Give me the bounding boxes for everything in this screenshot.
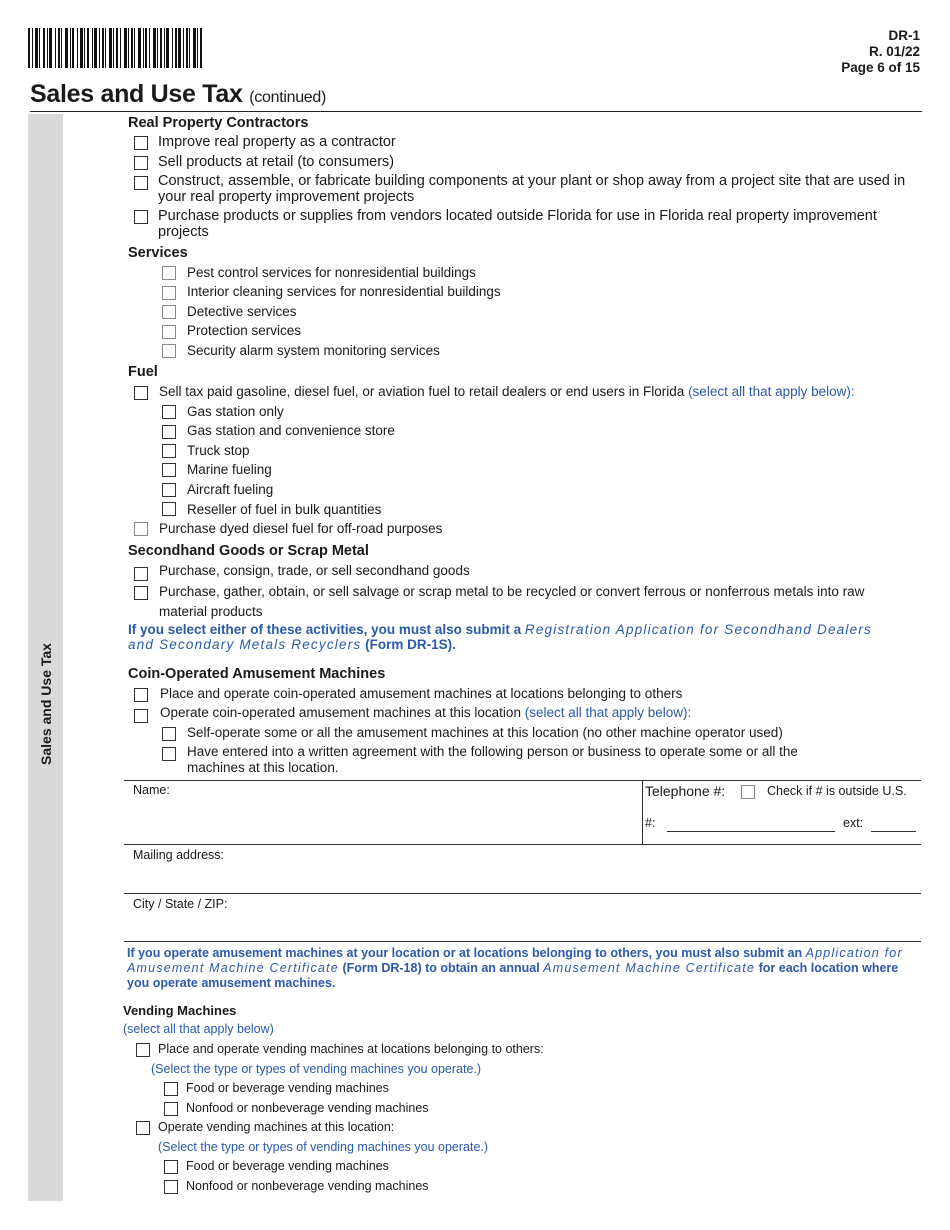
section-heading-secondhand: Secondhand Goods or Scrap Metal — [128, 543, 369, 559]
note-form-title: Registration Application for Secondhand Dealers and Secondary Metals Recyclers — [128, 622, 872, 652]
checkbox-vending-g1-food[interactable] — [164, 1082, 178, 1096]
city-state-zip-field[interactable] — [130, 914, 915, 939]
checkbox-fuel-sub-1[interactable] — [162, 405, 176, 419]
form-revision: R. 01/22 — [868, 44, 920, 59]
option-label: Construct, assemble, or fabricate building components at your plant or shop away from a project site that are used in your real property improvement projects — [158, 173, 906, 205]
section-heading-coin-op: Coin-Operated Amusement Machines — [128, 666, 386, 682]
checkbox-fuel-main[interactable] — [134, 386, 148, 400]
section-heading-real-property: Real Property Contractors — [128, 115, 309, 131]
note-text: for each location where you operate amusement machines. — [127, 961, 899, 990]
option-label: Protection services — [187, 323, 302, 338]
option-label: Gas station only — [187, 404, 284, 419]
checkbox-vending-g2-nonfood[interactable] — [164, 1180, 178, 1194]
checkbox-vending-g1-nonfood[interactable] — [164, 1102, 178, 1116]
field-divider — [124, 893, 921, 894]
section-heading-fuel: Fuel — [128, 364, 158, 380]
phone-number-field[interactable] — [667, 831, 835, 832]
title-rule — [30, 111, 922, 112]
checkbox-coin-op-sub-1[interactable] — [162, 727, 176, 741]
fuel-main-label: Sell tax paid gasoline, diesel fuel, or aviation fuel to retail dealers or end users in Florida — [159, 384, 685, 399]
checkbox-fuel-sub-6[interactable] — [162, 502, 176, 516]
checkbox-coin-op-sub-2[interactable] — [162, 747, 176, 761]
checkbox-services-1[interactable] — [162, 266, 176, 280]
note-form-title: Application for Amusement Machine Certificate — [127, 946, 903, 975]
phone-ext-field[interactable] — [871, 831, 916, 832]
checkbox-secondhand-2[interactable] — [134, 586, 148, 600]
option-label: Nonfood or nonbeverage vending machines — [186, 1101, 429, 1115]
option-label: Pest control services for nonresidential buildings — [187, 265, 476, 280]
checkbox-coin-op-1[interactable] — [134, 688, 148, 702]
amusement-note — [127, 946, 912, 991]
sidebar — [28, 114, 63, 1201]
option-label — [160, 705, 691, 721]
option-label: Food or beverage vending machines — [186, 1081, 389, 1095]
coin-op-2-label: Operate coin-operated amusement machines at this location — [160, 705, 521, 720]
checkbox-services-2[interactable] — [162, 286, 176, 300]
checkbox-vending-group-1[interactable] — [136, 1043, 150, 1057]
option-label: Purchase, consign, trade, or sell secondhand goods — [159, 563, 470, 578]
phone-hash-label: #: — [645, 816, 656, 830]
section-heading-vending: Vending Machines — [123, 1003, 237, 1018]
note-form-code: (Form DR-1S). — [365, 637, 456, 652]
note-text: (Form DR-18) to obtain an annual — [342, 961, 540, 975]
form-id-block — [841, 28, 920, 76]
fuel-main-note: (select all that apply below): — [688, 384, 855, 399]
checkbox-vending-group-2[interactable] — [136, 1121, 150, 1135]
name-field[interactable] — [130, 800, 635, 840]
sidebar-label: Sales and Use Tax — [37, 643, 54, 765]
field-divider — [124, 780, 921, 781]
option-label: Have entered into a written agreement with the following person or business to operate some or all the machines at this location. — [187, 744, 798, 775]
checkbox-services-4[interactable] — [162, 325, 176, 339]
field-divider — [642, 780, 643, 845]
option-label: Purchase, gather, obtain, or sell salvage or scrap metal to be recycled or convert ferrous or nonferrous metals into raw material products — [159, 584, 865, 619]
outside-us-label: Check if # is outside U.S. — [767, 784, 907, 798]
option-label: Purchase products or supplies from vendors located outside Florida for use in Florida real property improvement projects — [158, 208, 877, 240]
note-text: If you select either of these activities, you must also submit a — [128, 622, 522, 637]
checkbox-fuel-sub-2[interactable] — [162, 425, 176, 439]
checkbox-vending-g2-food[interactable] — [164, 1160, 178, 1174]
checkbox-real-property-1[interactable] — [134, 136, 148, 150]
option-label: Marine fueling — [187, 462, 272, 477]
checkbox-real-property-4[interactable] — [134, 210, 148, 224]
checkbox-services-5[interactable] — [162, 344, 176, 358]
checkbox-real-property-2[interactable] — [134, 156, 148, 170]
checkbox-fuel-sub-5[interactable] — [162, 483, 176, 497]
title-suffix: (continued) — [249, 89, 327, 106]
name-label: Name: — [133, 783, 170, 797]
checkbox-services-3[interactable] — [162, 305, 176, 319]
page-number: Page 6 of 15 — [841, 60, 920, 75]
checkbox-fuel-sub-3[interactable] — [162, 444, 176, 458]
option-label: Purchase dyed diesel fuel for off-road purposes — [159, 521, 443, 536]
title-text: Sales and Use Tax — [30, 80, 243, 108]
vending-note: (select all that apply below) — [123, 1022, 274, 1036]
option-label: Operate vending machines at this location: — [158, 1120, 395, 1134]
option-label: Self-operate some or all the amusement machines at this location (no other machine operator used) — [187, 725, 783, 740]
option-label: Reseller of fuel in bulk quantities — [187, 502, 382, 517]
telephone-label: Telephone #: — [645, 783, 726, 799]
mailing-address-label: Mailing address: — [133, 848, 225, 862]
field-divider — [124, 844, 921, 845]
option-label: Detective services — [187, 304, 297, 319]
option-label: Place and operate vending machines at locations belonging to others: — [158, 1042, 544, 1056]
field-divider — [124, 941, 921, 942]
option-label: Truck stop — [187, 443, 250, 458]
form-code: DR-1 — [888, 28, 920, 43]
option-label: Aircraft fueling — [187, 482, 274, 497]
checkbox-secondhand-1[interactable] — [134, 567, 148, 581]
city-state-zip-label: City / State / ZIP: — [133, 897, 228, 911]
vending-group-1-note: (Select the type or types of vending machines you operate.) — [151, 1062, 482, 1076]
barcode — [28, 28, 250, 68]
mailing-address-field[interactable] — [130, 865, 915, 890]
section-heading-services: Services — [128, 245, 188, 261]
checkbox-real-property-3[interactable] — [134, 176, 148, 190]
coin-op-note: (select all that apply below): — [524, 705, 692, 720]
checkbox-fuel-dyed[interactable] — [134, 522, 148, 536]
option-label: Improve real property as a contractor — [158, 134, 396, 150]
note-text: If you operate amusement machines at your location or at locations belonging to others, you must also submit an — [127, 946, 803, 960]
checkbox-outside-us[interactable] — [741, 785, 755, 799]
ext-label: ext: — [843, 816, 864, 830]
page-title — [30, 80, 326, 109]
vending-group-2-note: (Select the type or types of vending machines you operate.) — [158, 1140, 489, 1154]
option-label: Interior cleaning services for nonresidential buildings — [187, 284, 501, 299]
option-label: Food or beverage vending machines — [186, 1159, 389, 1173]
option-label: Security alarm system monitoring services — [187, 343, 440, 358]
option-label: Sell products at retail (to consumers) — [158, 154, 395, 170]
option-label: Place and operate coin-operated amusement machines at locations belonging to others — [160, 686, 683, 701]
option-label: Nonfood or nonbeverage vending machines — [186, 1179, 429, 1193]
secondhand-note — [128, 622, 888, 652]
option-label: Gas station and convenience store — [187, 423, 395, 438]
checkbox-fuel-sub-4[interactable] — [162, 463, 176, 477]
option-label — [159, 384, 855, 400]
note-cert-title: Amusement Machine Certificate — [543, 961, 756, 975]
checkbox-coin-op-2[interactable] — [134, 709, 148, 723]
